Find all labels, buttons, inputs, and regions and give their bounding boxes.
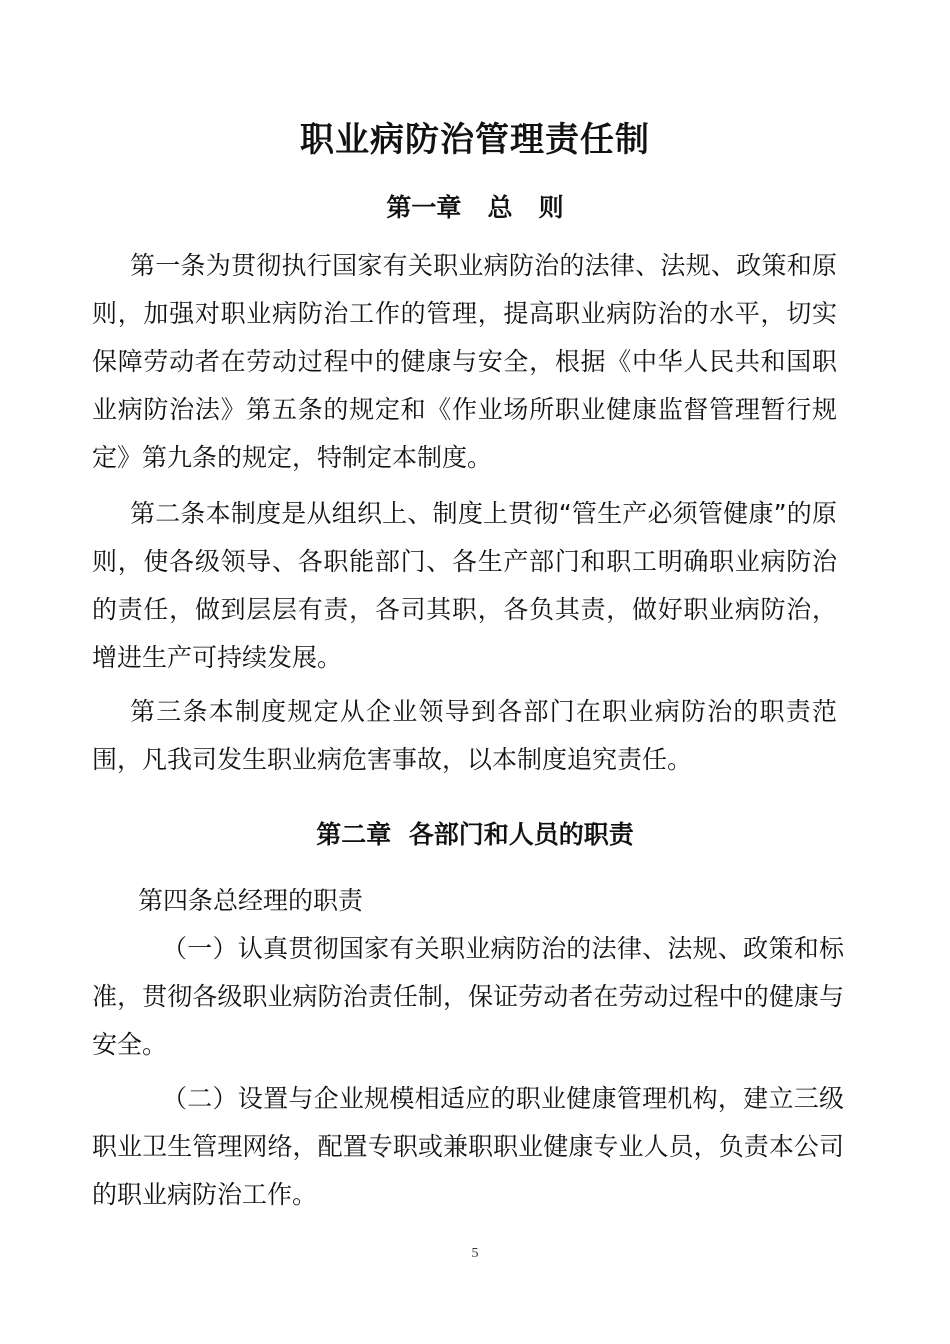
article-4-heading: 第四条总经理的职责 <box>138 886 364 915</box>
article-3-paragraph: 第三条本制度规定从企业领导到各部门在职业病防治的职责范围，凡我司发生职业病危害事故，以本制度追究责任。 <box>92 697 837 774</box>
chapter-heading-responsibilities: 第二章 各部门和人员的职责 <box>316 820 634 849</box>
item-2-paragraph: （二）设置与企业规模相适应的职业健康管理机构，建立三级职业卫生管理网络，配置专职或兼职职业健康专业人员，负责本公司的职业病防治工作。 <box>92 1084 844 1209</box>
chapter-heading-general: 第一章 总 则 <box>386 193 564 222</box>
document-title: 职业病防治管理责任制 <box>300 120 650 160</box>
page-number: 5 <box>471 1246 479 1261</box>
article-1-paragraph: 第一条为贯彻执行国家有关职业病防治的法律、法规、政策和原则，加强对职业病防治工作的管理，提高职业病防治的水平，切实保障劳动者在劳动过程中的健康与安全，根据《中华人民共和国职业病防治法》第五条的规定和《作业场所职业健康监督管理暂行规定》第九条的规定，特制定本制度。 <box>92 251 837 472</box>
item-1-paragraph: （一）认真贯彻国家有关职业病防治的法律、法规、政策和标准，贯彻各级职业病防治责任制，保证劳动者在劳动过程中的健康与安全。 <box>92 934 844 1059</box>
article-2-paragraph: 第二条本制度是从组织上、制度上贯彻“管生产必须管健康”的原则，使各级领导、各职能部门、各生产部门和职工明确职业病防治的责任，做到层层有责，各司其职，各负其责，做好职业病防治，增进生产可持续发展。 <box>92 499 837 672</box>
